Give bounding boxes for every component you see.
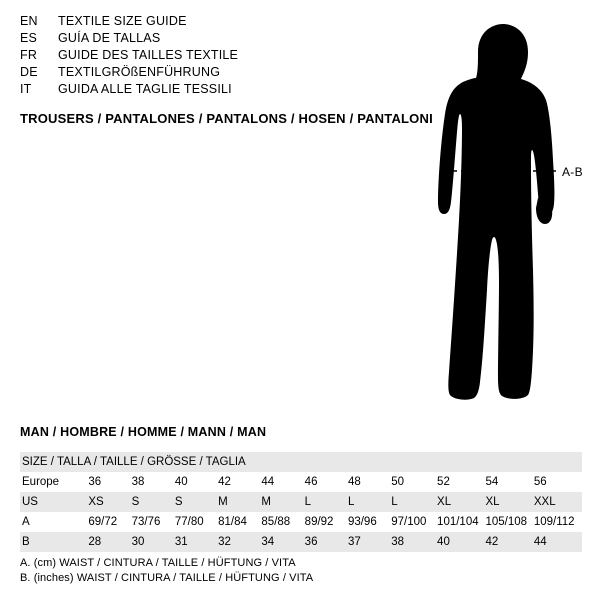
cell: 28 (88, 532, 131, 552)
language-text-it: GUIDA ALLE TAGLIE TESSILI (58, 82, 232, 96)
cell: M (261, 492, 304, 512)
cell: 81/84 (218, 516, 247, 528)
cell: 89/92 (304, 516, 334, 528)
language-code-de: DE (20, 65, 38, 79)
measure-label-ab: A-B (562, 165, 583, 179)
cell: 101/104 (437, 516, 479, 528)
cell: 105/108 (485, 516, 528, 528)
cell: 97/100 (391, 516, 427, 528)
table-row (20, 452, 582, 472)
male-silhouette-icon (410, 10, 590, 410)
row-label: US (20, 492, 88, 512)
cell: 36 (305, 532, 348, 552)
table-row (20, 512, 582, 532)
cell: 34 (261, 532, 304, 552)
language-text-en: TEXTILE SIZE GUIDE (58, 14, 187, 28)
cell: 48 (347, 476, 361, 488)
cell: XS (88, 492, 131, 512)
cell: 73/76 (131, 516, 161, 528)
cell: XL (437, 492, 485, 512)
cell: 77/80 (174, 516, 204, 528)
table-row (20, 532, 582, 552)
cell: XL (485, 492, 533, 512)
cell: 30 (132, 532, 175, 552)
body-figure (410, 10, 590, 410)
cell: 50 (391, 476, 404, 488)
cell: L (305, 492, 348, 512)
cell: 85/88 (261, 516, 291, 528)
cell: 42 (218, 476, 231, 488)
language-row-it (20, 82, 400, 99)
language-code-it: IT (20, 82, 32, 96)
footnotes (20, 556, 313, 586)
cell: 44 (261, 476, 275, 488)
language-text-fr: GUIDE DES TAILLES TEXTILE (58, 48, 239, 62)
row-label: B (20, 532, 88, 552)
cell: XXL (534, 492, 582, 512)
cell: 37 (348, 532, 391, 552)
cell: 32 (218, 532, 261, 552)
cell: L (391, 492, 437, 512)
table-section-title: MAN / HOMBRE / HOMME / MANN / MAN (20, 425, 267, 439)
cell: M (218, 492, 261, 512)
language-text-es: GUÍA DE TALLAS (58, 31, 161, 45)
cell: 40 (174, 476, 188, 488)
table-row (20, 472, 582, 492)
footnote-a: A. (cm) WAIST / CINTURA / TAILLE / HÜFTUNG / VITA (20, 557, 296, 569)
row-label: Europe (22, 476, 60, 488)
language-row-de (20, 65, 400, 82)
cell: S (175, 492, 218, 512)
footnote-b: B. (inches) WAIST / CINTURA / TAILLE / HÜFTUNG / VITA (20, 572, 314, 584)
cell: L (348, 492, 391, 512)
cell: 54 (485, 476, 499, 488)
cell: 56 (533, 476, 547, 488)
cell: S (132, 492, 175, 512)
cell: 42 (485, 532, 533, 552)
cell: 36 (88, 476, 102, 488)
cell: 31 (175, 532, 218, 552)
language-code-en: EN (20, 14, 38, 28)
cell: 44 (534, 532, 582, 552)
language-text-de: TEXTILGRÖßENFÜHRUNG (58, 65, 221, 79)
language-list (20, 14, 400, 99)
table-row (20, 492, 582, 512)
size-table (20, 452, 582, 552)
cell: 46 (304, 476, 318, 488)
cell: 93/96 (347, 516, 377, 528)
language-row-fr (20, 48, 400, 65)
cell: 38 (131, 476, 145, 488)
row-label: SIZE / TALLA / TAILLE / GRÖSSE / TAGLIA (20, 452, 582, 472)
cell: 52 (437, 476, 450, 488)
language-code-es: ES (20, 31, 38, 45)
language-row-en (20, 14, 400, 31)
row-label: A (22, 516, 30, 528)
cell: 40 (437, 532, 485, 552)
language-row-es (20, 31, 400, 48)
cell: 38 (391, 532, 437, 552)
cell: 109/112 (533, 516, 575, 528)
category-title: TROUSERS / PANTALONES / PANTALONS / HOSEN / PANTALONI (20, 111, 433, 126)
cell: 69/72 (88, 516, 118, 528)
language-code-fr: FR (20, 48, 38, 62)
